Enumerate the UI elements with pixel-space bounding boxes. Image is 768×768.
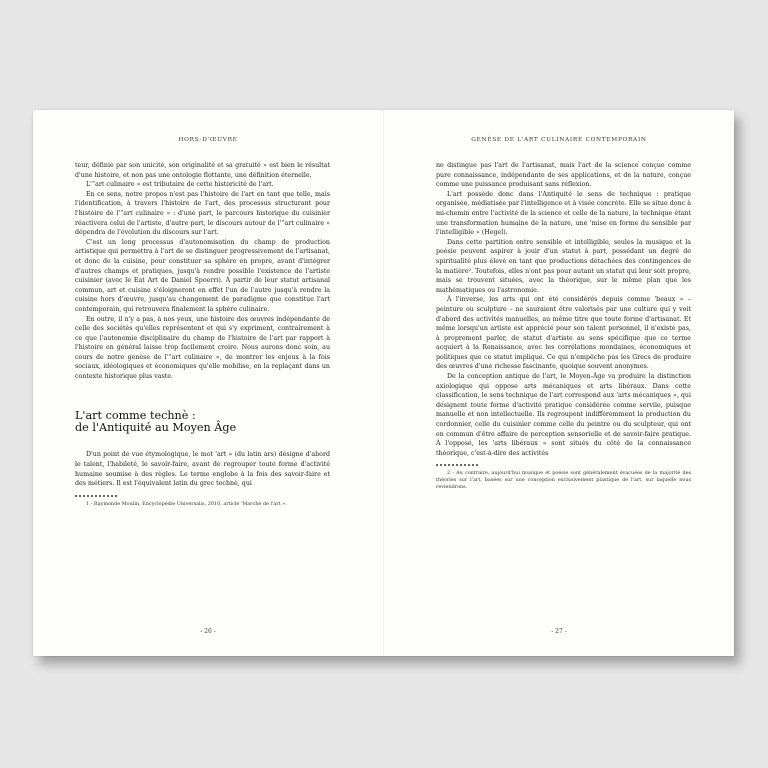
section-heading [75,410,330,435]
running-head-left: HORS-D'ŒUVRE [178,137,238,143]
footnote: 1 - Raymonde Moulin, Encyclopédie Universalis, 2010, article 'Marché de l'art ». [86,500,287,507]
left-page [33,110,383,656]
page-number-right: - 27 - [551,628,567,635]
section-heading-line2: de l'Antiquité au Moyen Âge [75,421,237,435]
page-number-left: - 26 - [200,628,216,635]
left-text-column [75,161,330,508]
paragraph: De la conception antique de l'art, le Moyen-Âge va produire la distinction axiologique qui oppose arts mécaniques et arts libéraux. Dans cette classification, le sens technique de l'art correspond aux 'arts mécaniques », qui désignent toute forme d'activité pratique considérée comme servile, puisque manuelle et non intellectuelle. Ils regroupent indifféremment la production du cordonnier, celle du cuisinier comme celle du peintre ou du sculpteur, qui ont en commun d'être affaire de perception sensorielle et de savoir-faire pratique. À l'opposé, les 'arts libéraux » sont situés du côté de la connaissance théorique, c'est-à-dire des activités [436,373,691,457]
paragraph: teur, définie par son unicité, son originalité et sa gratuité » est bien le résultat d'une histoire, et non pas une ontologie flottante, une définition éternelle. [75,162,330,179]
footnote-rule [436,464,478,466]
paragraph: L'“art culinaire » est tributaire de cette historicité de l'art. [86,181,274,189]
footnote-rule [75,495,117,497]
paragraph: D'un point de vue étymologique, le mot 'art » (du latin ars) désigne d'abord le talent, l'habileté, le savoir-faire, avant de regrouper toute forme d'activité humaine soumise à des règles. Le terme englobe à la fois des savoir-faire et des métiers. Il est l'équivalent latin du grec technè, qui [75,451,330,488]
paragraph: En outre, il n'y a pas, à nos yeux, une histoire des œuvres indépendante de celle des sociétés qu'elles représentent et qui s'y expriment, contrairement à ce que l'autonomie disciplinaire du champ de l'histoire de l'art par rapport à l'histoire en général laisse trop facilement croire. Nous aurons donc soin, au cours de notre genèse de l'“art culinaire », de montrer les enjeux à la fois sociaux, idéologiques et économiques qu'elle mobilise, en la replaçant dans un contexte historique plus vaste. [75,315,330,381]
right-text-column [436,161,691,491]
book-spread [33,110,734,656]
running-head-right: GENÈSE DE L'ART CULINAIRE CONTEMPORAIN [471,137,647,143]
paragraph: C'est un long processus d'autonomisation du champ de production artistique qui permettra à l'art de se distinguer progressivement de l'artisanat, et donc de la cuisine, pour constituer sa sphère en propre, avant d'intégrer d'autres champs et pratiques, jusqu'à rendre possible l'existence de l'artiste cuisinier (avec le Eat Art de Daniel Spoerri). À partir de leur statut artisanal commun, art et cuisine s'éloigneront en effet l'un de l'autre jusqu'à rendre la cuisine hors d'œuvre, jusqu'au changement de paradigme que constitue l'art contemporain, qui retrouvera finalement la sphère culinaire. [75,238,330,313]
paragraph: À l'inverse, les arts qui ont été considérés depuis comme 'beaux » – peinture ou sculpture – ne sauraient être valorisés par une culture qui y voit d'abord des activités manuelles, au même titre que toute forme d'artisanat. Et même lorsqu'un artiste est apprécié pour son talent personnel, il n'existe pas, à proprement parler, de statut d'artiste au sens spécifique que ce terme acquiert à la Renaissance, avec les corrélations mondaines, économiques et politiques que ce statut implique. Ce qui n'empêche pas les Grecs de produire des œuvres d'une richesse fascinante, quoique souvent anonymes. [436,296,691,371]
paragraph: En ce sens, notre propos n'est pas l'histoire de l'art en tant que telle, mais l'identification, à travers l'histoire de l'art, des processus structurant pour l'histoire de l'“art culinaire » : d'une part, le parcours historique du cuisinier réactivera celui de l'artiste, d'autre part, le discours autour de l'“art culinaire » dépendra de l'évolution du discours sur l'art. [75,190,330,237]
footnote: 2 - Au contraire, aujourd'hui musique et poésie sont généralement évacuées de la majorité des théories sur l'art, basées sur une conception exclusivement plastique de l'art, sur laquelle nous reviendrons. [436,470,691,491]
right-page [384,110,734,656]
paragraph: ne distingue pas l'art de l'artisanat, mais l'art de la science conçue comme pure connaissance, indépendante de ses applications, et de la nature, conçue comme une puissance produisant sans réflexion. [436,162,691,189]
paragraph: L'art possède donc dans l'Antiquité le sens de technique : pratique organisée, médiatisée par l'intelligence et à visée concrète. Elle se situe donc à mi-chemin entre l'activité de la science et celle de la nature, la technique étant une transformation humaine de la nature, une 'mise en forme du sensible par l'intelligible » (Hegel). [436,190,691,237]
section-heading-line1: L'art comme technè : [75,408,196,422]
paragraph: Dans cette partition entre sensible et intelligible, seules la musique et la poésie peuvent aspirer à jouir d'un statut à part, possédant un degré de spiritualité plus élevé en tant que productions détachées des contingences de la matière². Toutefois, elles n'ont pas pour autant un statut qui leur soit propre, mais se trouvent situées, avec la théorique, sur le même plan que les mathématiques ou l'astronomie. [436,238,691,294]
